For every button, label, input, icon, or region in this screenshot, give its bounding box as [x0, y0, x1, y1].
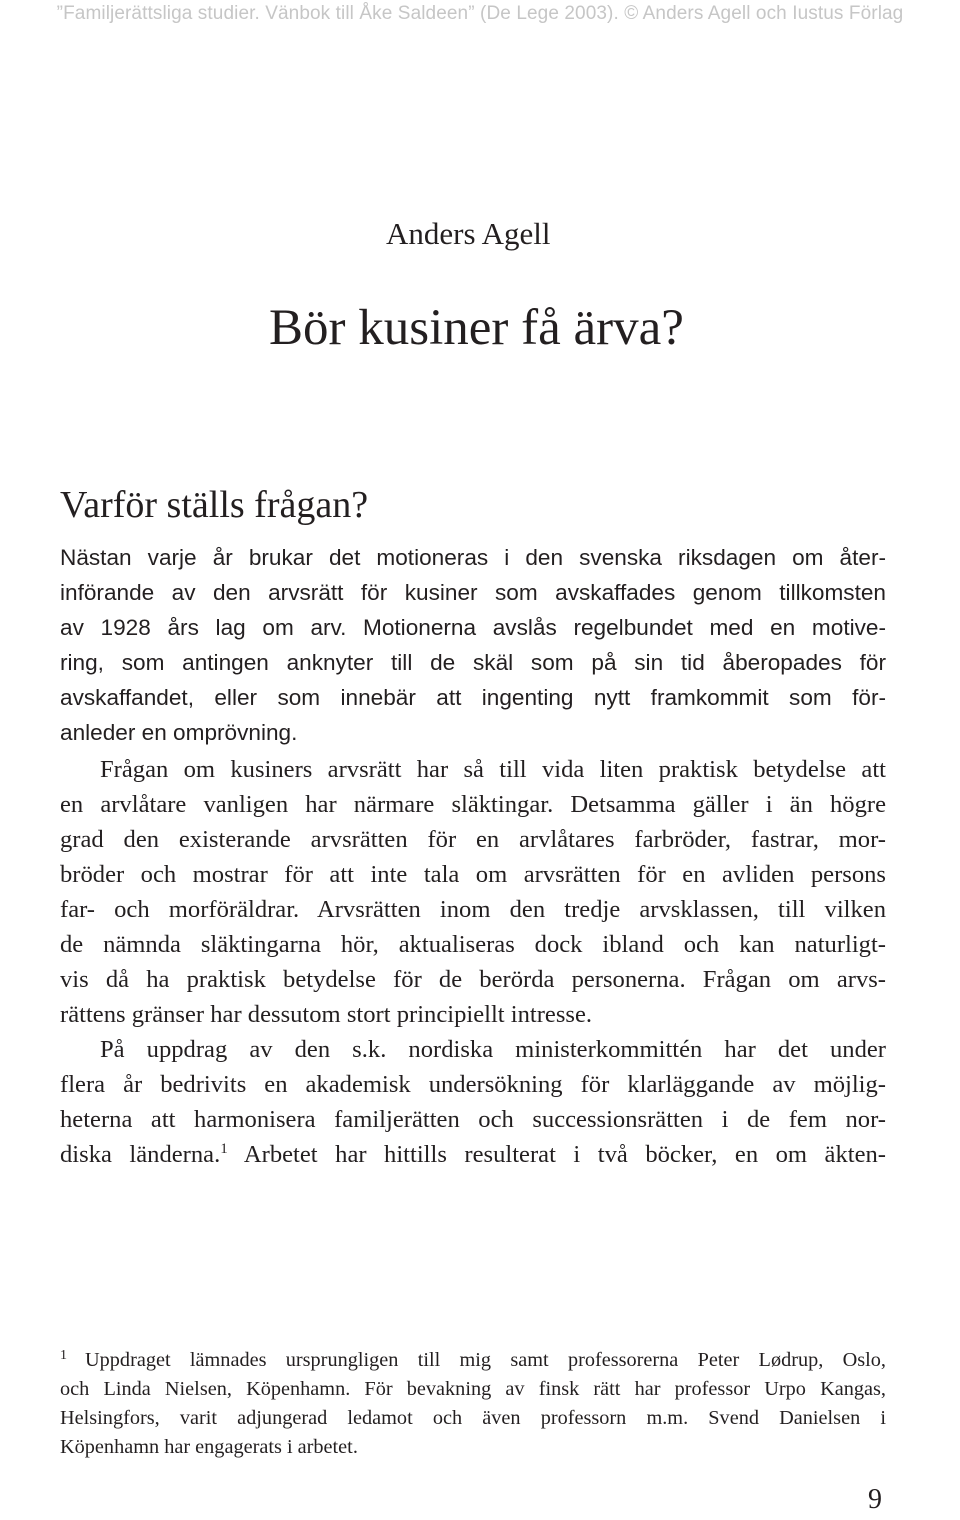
page-number: 9 [868, 1484, 882, 1515]
body-line [60, 610, 886, 645]
body-line: På uppdrag av den s.k. nordiska ministerkommittén har det under [100, 1036, 886, 1063]
copyright-watermark: ”Familjerättsliga studier. Vänbok till Åke Saldeen” (De Lege 2003). © Anders Agell och Iustus Förlag [56, 3, 904, 24]
body-line: grad den existerande arvsrätten för en arvlåtares farbröder, fastrar, mor- [60, 826, 886, 853]
body-text-segment: Motionerna avslås regelbundet med en motive- [363, 615, 887, 640]
footnote-text: Uppdraget lämnades ursprungligen till mig samt professorerna Peter Lødrup, Oslo, [85, 1349, 886, 1371]
body-line: ring, som antingen anknyter till de skäl som på sin tid åberopades för [60, 650, 886, 675]
body-line: de nämnda släktingarna hör, aktualiseras dock ibland och kan naturligt- [60, 931, 886, 958]
body-line: far- och morföräldrar. Arvsrätten inom den tredje arvsklassen, till vilken [60, 896, 886, 923]
footnote-line: och Linda Nielsen, Köpenhamn. För bevakning av finsk rätt har professor Urpo Kangas, [60, 1378, 886, 1400]
body-line: bröder och mostrar för att inte tala om arvsrätten för en avliden persons [60, 861, 886, 888]
body-line: heterna att harmonisera familjerätten och successionsrätten i de fem nor- [60, 1106, 886, 1133]
body-line: rättens gränser har dessutom stort principiellt intresse. [60, 1001, 593, 1028]
body-line [60, 1137, 886, 1172]
body-line: Frågan om kusiners arvsrätt har så till vida liten praktisk betydelse att [100, 756, 886, 783]
section-heading: Varför ställs frågan? [60, 484, 369, 526]
footnote-mark: 1 [60, 1348, 67, 1363]
body-line: anleder en omprövning. [60, 720, 298, 745]
footnote-line: Helsingfors, varit adjungerad ledamot och även professorn m.m. Svend Danielsen i [60, 1407, 886, 1429]
footnote-line [60, 1346, 886, 1375]
body-line: Nästan varje år brukar det motioneras i den svenska riksdagen om åter- [60, 545, 886, 570]
article-title: Bör kusiner få ärva? [269, 300, 684, 356]
body-line: införande av den arvsrätt för kusiner som avskaffades genom tillkomsten [60, 580, 886, 605]
footnote-line: Köpenhamn har engagerats i arbetet. [60, 1436, 358, 1458]
body-line: vis då ha praktisk betydelse för de berörda personerna. Frågan om arvs- [60, 966, 886, 993]
body-text-segment: diska länderna. [60, 1141, 221, 1168]
body-line: avskaffandet, eller som innebär att ingenting nytt framkommit som för- [60, 685, 886, 710]
footnote-reference[interactable]: 1 [220, 1141, 228, 1157]
body-line: flera år bedrivits en akademisk undersökning för klarläggande av möjlig- [60, 1071, 886, 1098]
body-text-segment: Arbetet har hittills resulterat i två böcker, en om äkten- [243, 1141, 886, 1168]
author-name: Anders Agell [386, 216, 551, 251]
body-line: en arvlåtare vanligen har närmare släktingar. Detsamma gäller i än högre [60, 791, 886, 818]
body-text-segment: av 1928 års lag om arv. [60, 615, 347, 640]
